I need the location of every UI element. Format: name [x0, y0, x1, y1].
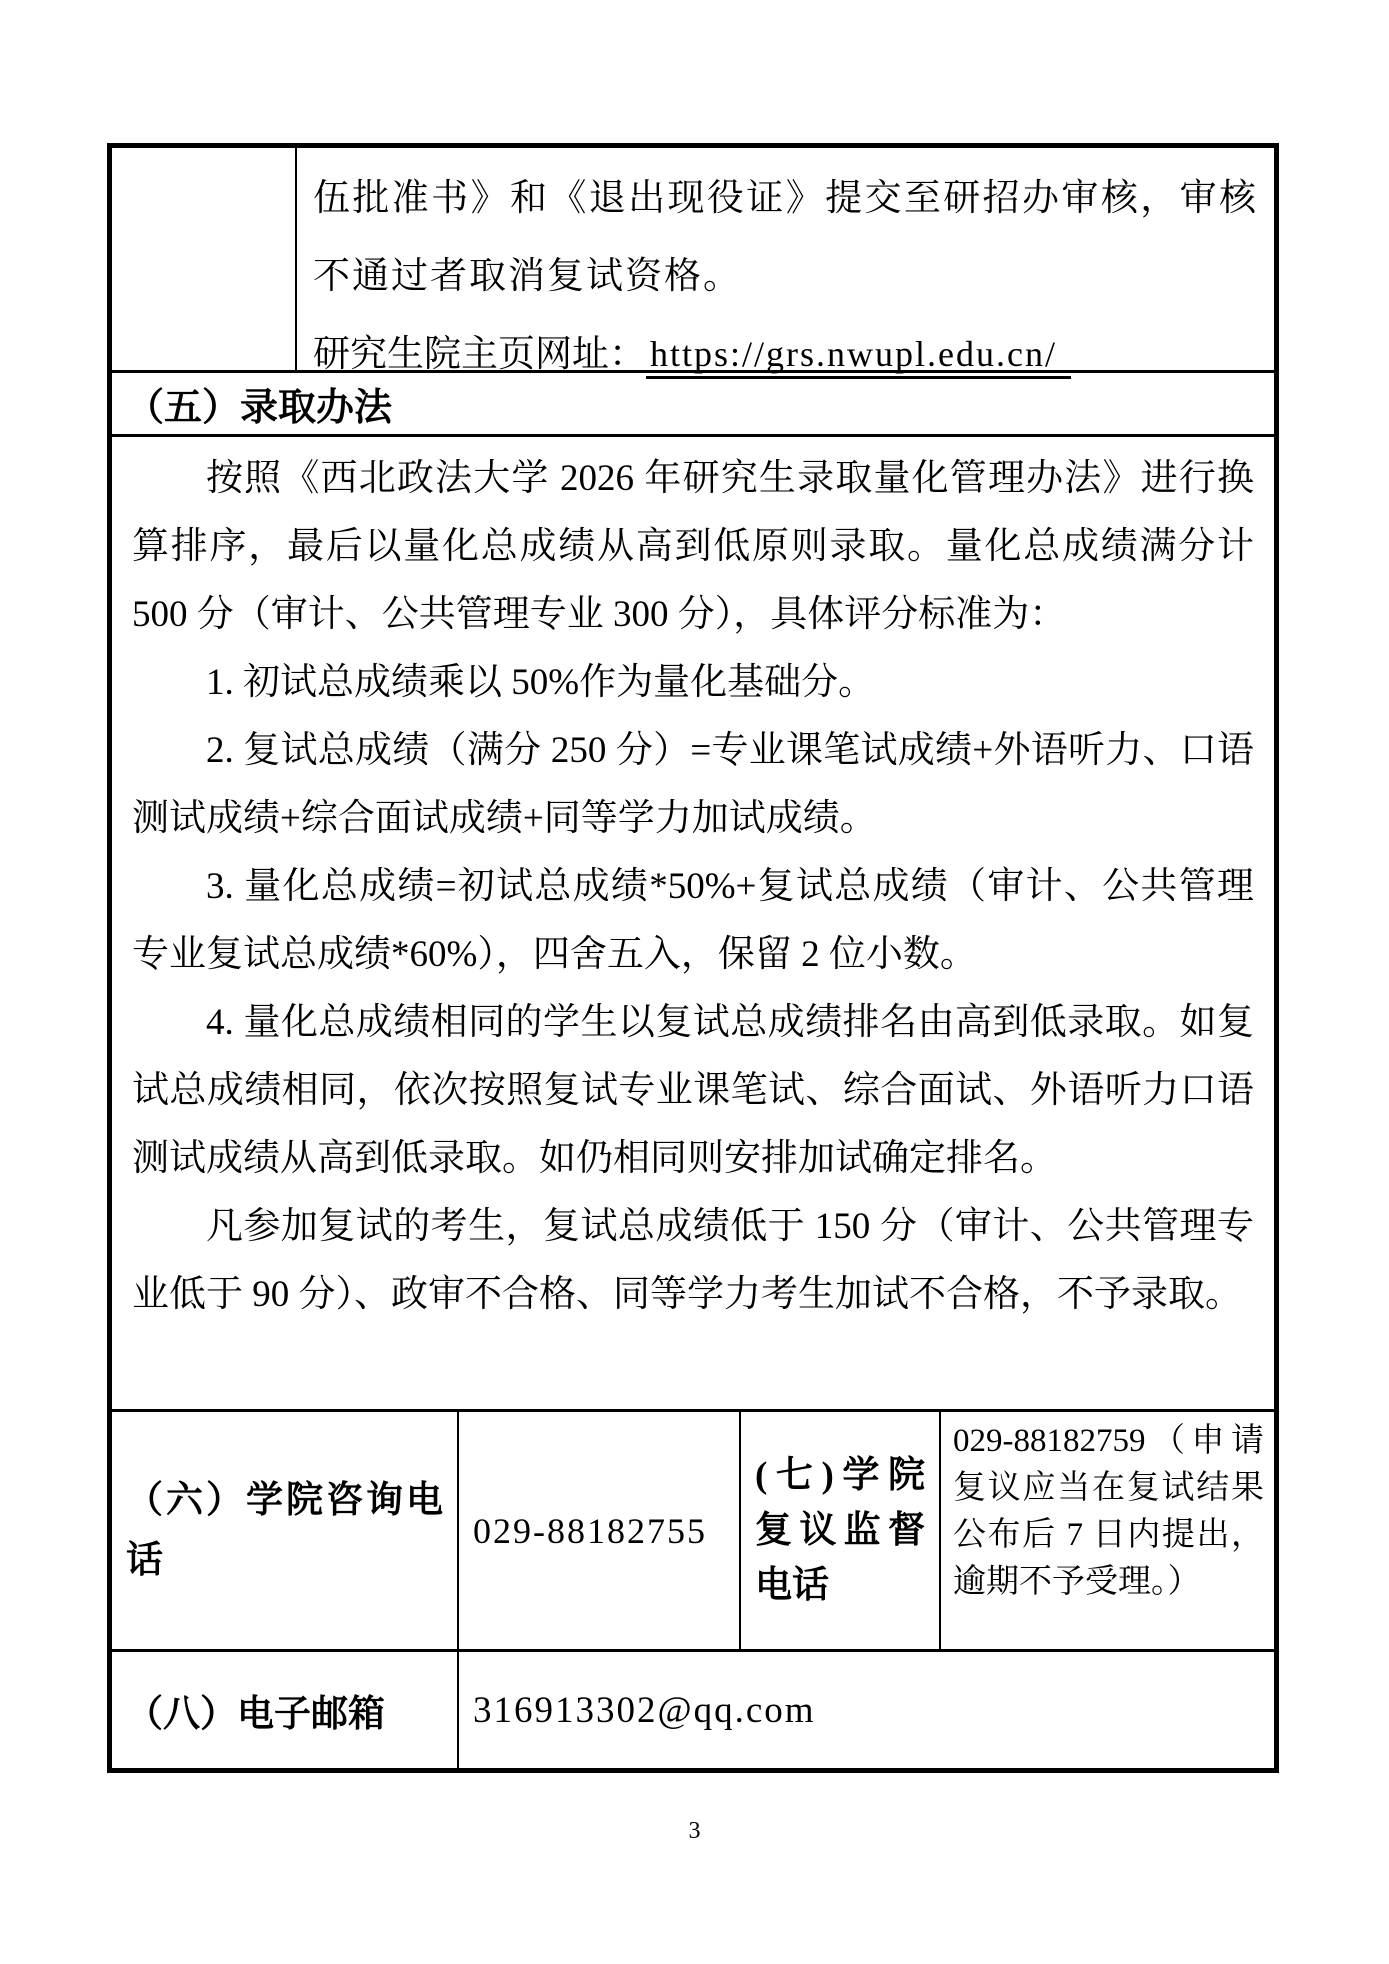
section8-email: 316913302@qq.com	[457, 1652, 1274, 1768]
page-number: 3	[688, 1818, 701, 1844]
section5-paragraph-5: 4. 量化总成绩相同的学生以复试总成绩排名由高到低录取。如复试总成绩相同，依次按照复试专业课笔试、综合面试、外语听力口语测试成绩从高到低录取。如仍相同则安排加试确定排名。	[132, 1002, 1254, 1179]
table-row-email	[112, 1649, 1274, 1768]
homepage-label: 研究生院主页网址：	[313, 334, 646, 375]
section5-body-cell	[112, 437, 1274, 1409]
section6-phone: 029-88182755	[457, 1412, 739, 1649]
section7-label-cell	[739, 1412, 939, 1649]
table-row-section5-body	[112, 434, 1274, 1409]
section5-paragraph-4: 3. 量化总成绩=初试总成绩*50%+复试总成绩（审计、公共管理专业复试总成绩*60%），四舍五入，保留 2 位小数。	[132, 866, 1254, 975]
admission-info-table	[107, 143, 1279, 1773]
section6-label: （六）学院咨询电话	[126, 1479, 443, 1581]
continuation-paragraph: 伍批准书》和《退出现役证》提交至研招办审核，审核不通过者取消复试资格。	[313, 178, 1258, 297]
section7-note-cell	[939, 1412, 1274, 1649]
section5-paragraph-2: 1. 初试总成绩乘以 50%作为量化基础分。	[206, 662, 876, 703]
section5-heading: （五）录取办法	[126, 387, 393, 429]
homepage-url-link[interactable]: https://grs.nwupl.edu.cn/	[646, 332, 1071, 379]
continuation-text-cell	[295, 148, 1274, 375]
section8-label: （八）电子邮箱	[126, 1694, 385, 1735]
section5-paragraph-1: 按照《西北政法大学 2026 年研究生录取量化管理办法》进行换算排序，最后以量化总成绩从高到低原则录取。量化总成绩满分计 500 分（审计、公共管理专业 300 分），具体评分标准为：	[132, 458, 1254, 635]
section6-label-cell	[112, 1412, 457, 1649]
empty-label-cell	[112, 148, 295, 370]
table-row-continuation	[112, 148, 1274, 375]
table-row-phones	[112, 1409, 1274, 1649]
section5-paragraph-3: 2. 复试总成绩（满分 250 分）=专业课笔试成绩+外语听力、口语测试成绩+综合面试成绩+同等学力加试成绩。	[132, 730, 1254, 839]
section7-label: (七)学院复议监督电话	[755, 1455, 925, 1606]
table-row-section5-heading	[112, 370, 1274, 434]
section5-paragraph-6: 凡参加复试的考生，复试总成绩低于 150 分（审计、公共管理专业低于 90 分）、政审不合格、同等学力考生加试不合格，不予录取。	[132, 1206, 1254, 1315]
section7-note: 029-88182759（申请复议应当在复试结果公布后 7 日内提出，逾期不予受理。）	[953, 1423, 1264, 1600]
